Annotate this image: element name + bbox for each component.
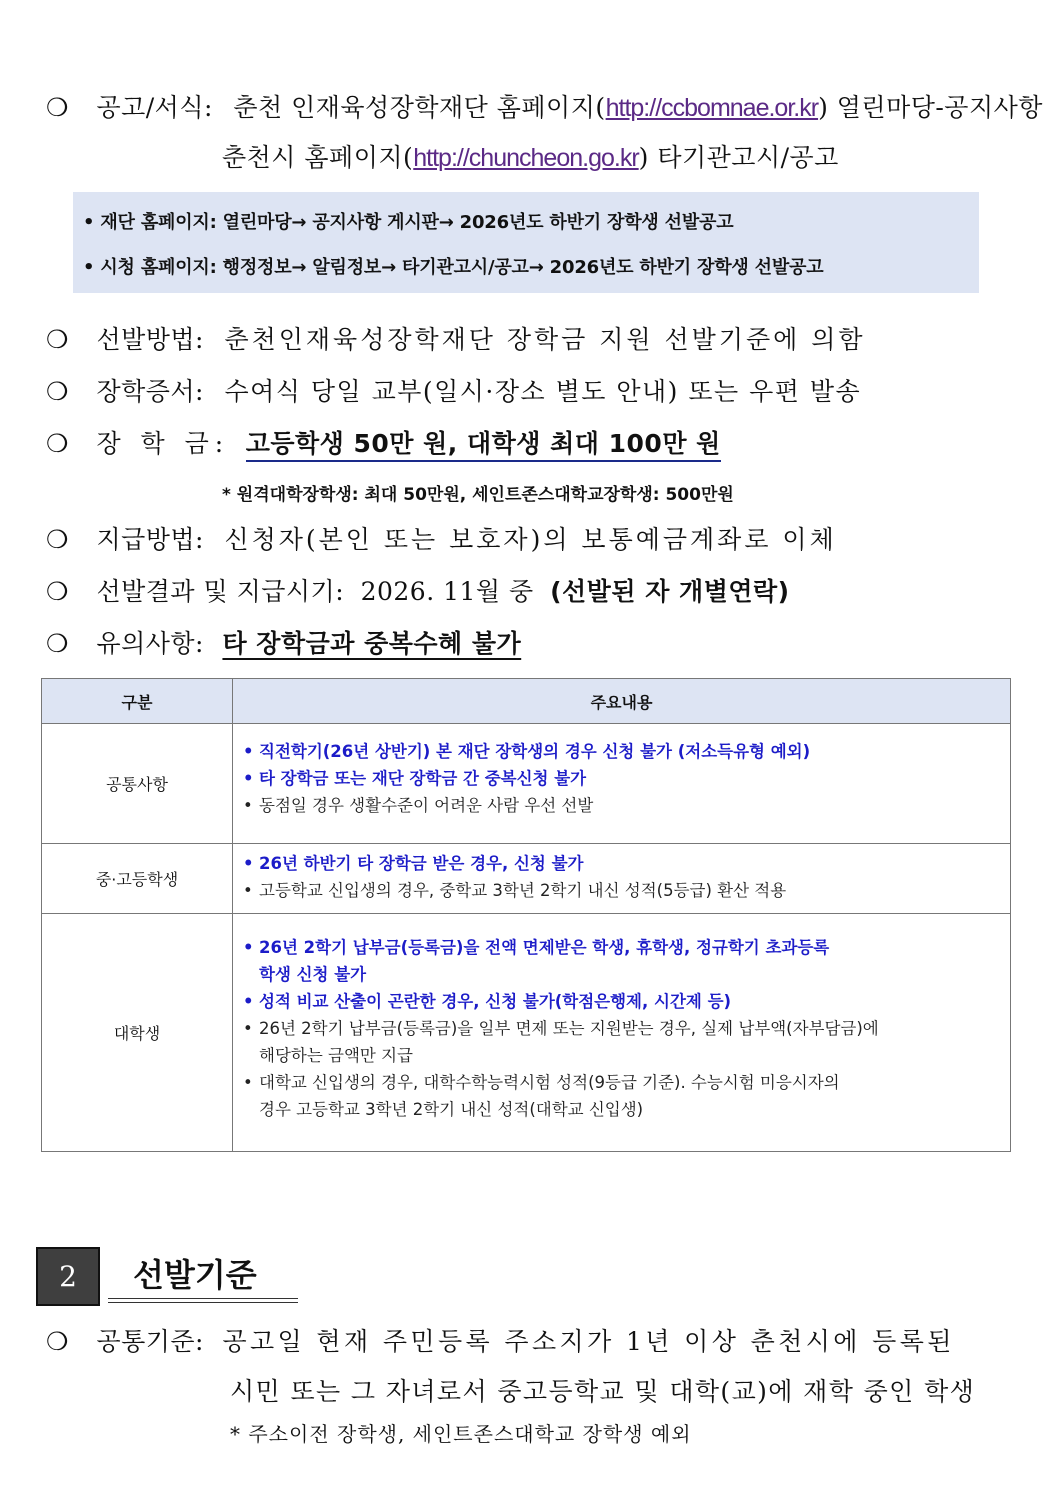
row-content — [233, 844, 1011, 914]
foundation-path: • 재단 홈페이지: 열린마당→ 공지사항 게시판→ 2026년도 하반기 장학생 선발공고 — [83, 212, 734, 233]
amount-note: * 원격대학장학생: 최대 50만원, 세인트존스대학교장학생: 500만원 — [222, 485, 734, 505]
circle-bullet-icon: ❍ — [46, 525, 69, 554]
item-text-continued: 경우 고등학교 3학년 2학기 내신 성적(대학교 신입생) — [259, 1100, 644, 1119]
list-item — [243, 738, 1000, 765]
criteria-table — [41, 678, 1011, 1152]
circle-bullet-icon: ❍ — [46, 429, 69, 458]
caution-text: 타 장학금과 중복수혜 불가 — [222, 629, 522, 658]
selection-method-text: 춘천인재육성장학재단 장학금 지원 선발기준에 의함 — [224, 325, 866, 354]
list-item — [243, 934, 1000, 988]
item-text: 고등학교 신입생의 경우, 중학교 3학년 2학기 내신 성적(5등급) 환산 적용 — [259, 881, 787, 900]
section-number: 2 — [36, 1247, 100, 1306]
list-item — [243, 877, 1000, 904]
notice-line-1 — [46, 88, 1043, 124]
header-content: 주요내용 — [233, 679, 1011, 724]
caution — [46, 624, 521, 660]
row-content — [233, 724, 1011, 844]
circle-bullet-icon: ❍ — [46, 377, 69, 406]
item-text-continued: 학생 신청 불가 — [259, 965, 367, 984]
item-text: 26년 2학기 납부금(등록금)을 전액 면제받은 학생, 휴학생, 정규학기 초과등록 — [259, 938, 830, 957]
list-item — [243, 988, 1000, 1015]
result-text: 2026. 11월 중 — [360, 577, 534, 606]
row-category: 공통사항 — [42, 724, 233, 844]
item-text: 26년 하반기 타 장학금 받은 경우, 신청 불가 — [259, 854, 584, 873]
bullet-icon: • — [243, 938, 254, 957]
bullet-icon: • — [243, 881, 253, 900]
notice-text-2: 춘천시 홈페이지( — [222, 143, 414, 172]
list-item — [243, 1069, 1000, 1123]
list-item — [243, 792, 1000, 819]
foundation-homepage-link[interactable]: http://ccbomnae.or.kr — [605, 94, 819, 122]
item-text: 타 장학금 또는 재단 장학금 간 중복신청 불가 — [259, 769, 587, 788]
item-text-continued: 해당하는 금액만 지급 — [259, 1046, 413, 1065]
bullet-icon: • — [243, 992, 254, 1011]
city-path: • 시청 홈페이지: 행정정보→ 알림정보→ 타기관고시/공고→ 2026년도 하반기 장학생 선발공고 — [83, 257, 824, 278]
notice-text-1-post: ) 열린마당-공지사항 — [818, 93, 1043, 122]
row-category: 중·고등학생 — [42, 844, 233, 914]
selection-method — [46, 320, 866, 356]
common-criteria — [46, 1322, 955, 1358]
section-title: 선발기준 — [133, 1256, 257, 1294]
common-criteria-text-2: 시민 또는 그 자녀로서 중고등학교 및 대학(교)에 재학 중인 학생 — [230, 1377, 976, 1406]
item-text: 대학교 신입생의 경우, 대학수학능력시험 성적(9등급 기준). 수능시험 미응시자의 — [259, 1073, 840, 1092]
circle-bullet-icon: ❍ — [46, 93, 69, 122]
notice-label: 공고/서식: — [96, 93, 213, 122]
list-item — [243, 850, 1000, 877]
notice-text-1: 춘천 인재육성장학재단 홈페이지( — [233, 93, 606, 122]
table-row — [42, 914, 1011, 1152]
amount-text: 고등학생 50만 원, 대학생 최대 100만 원 — [246, 429, 721, 462]
certificate — [46, 372, 861, 408]
city-homepage-link[interactable]: http://chuncheon.go.kr — [413, 144, 639, 172]
notice-text-2-post: ) 타기관고시/공고 — [638, 143, 839, 172]
certificate-text: 수여식 당일 교부(일시·장소 별도 안내) 또는 우편 발송 — [224, 377, 862, 406]
circle-bullet-icon: ❍ — [46, 577, 69, 606]
list-item — [243, 1015, 1000, 1069]
common-criteria-label: 공통기준: — [96, 1327, 204, 1356]
bullet-icon: • — [243, 1019, 253, 1038]
list-item — [243, 765, 1000, 792]
title-underline — [108, 1302, 298, 1303]
bullet-icon: • — [243, 854, 254, 873]
bullet-icon: • — [243, 796, 253, 815]
bullet-icon: • — [243, 742, 254, 761]
amount-label: 장 학 금: — [96, 429, 230, 458]
common-criteria-text-1: 공고일 현재 주민등록 주소지가 1년 이상 춘천시에 등록된 — [222, 1327, 955, 1356]
payment-label: 지급방법: — [96, 525, 204, 554]
item-text: 26년 2학기 납부금(등록금)을 일부 면제 또는 지원받는 경우, 실제 납부액(자부담금)에 — [259, 1019, 879, 1038]
item-text: 동점일 경우 생활수준이 어려운 사람 우선 선발 — [259, 796, 594, 815]
item-text: 성적 비교 산출이 곤란한 경우, 신청 불가(학점은행제, 시간제 등) — [259, 992, 732, 1011]
item-text: 직전학기(26년 상반기) 본 재단 장학생의 경우 신청 불가 (저소득유형 예외) — [259, 742, 811, 761]
result-label: 선발결과 및 지급시기: — [96, 577, 345, 606]
scholarship-amount — [46, 424, 721, 460]
common-criteria-note: * 주소이전 장학생, 세인트존스대학교 장학생 예외 — [230, 1422, 692, 1446]
bullet-icon: • — [243, 769, 254, 788]
certificate-label: 장학증서: — [96, 377, 204, 406]
table-row — [42, 844, 1011, 914]
caution-label: 유의사항: — [96, 629, 204, 658]
row-content — [233, 914, 1011, 1152]
selection-method-label: 선발방법: — [96, 325, 204, 354]
payment-method — [46, 520, 837, 556]
row-category: 대학생 — [42, 914, 233, 1152]
notice-line-2 — [222, 138, 839, 174]
result-timing — [46, 572, 790, 608]
navigation-info-box — [73, 192, 979, 293]
header-category: 구분 — [42, 679, 233, 724]
payment-text: 신청자(본인 또는 보호자)의 보통예금계좌로 이체 — [224, 525, 837, 554]
circle-bullet-icon: ❍ — [46, 325, 69, 354]
circle-bullet-icon: ❍ — [46, 629, 69, 658]
result-contact: (선발된 자 개별연락) — [550, 577, 790, 606]
circle-bullet-icon: ❍ — [46, 1327, 69, 1356]
title-underline — [108, 1298, 298, 1299]
table-row — [42, 724, 1011, 844]
bullet-icon: • — [243, 1073, 253, 1092]
table-header-row — [42, 679, 1011, 724]
